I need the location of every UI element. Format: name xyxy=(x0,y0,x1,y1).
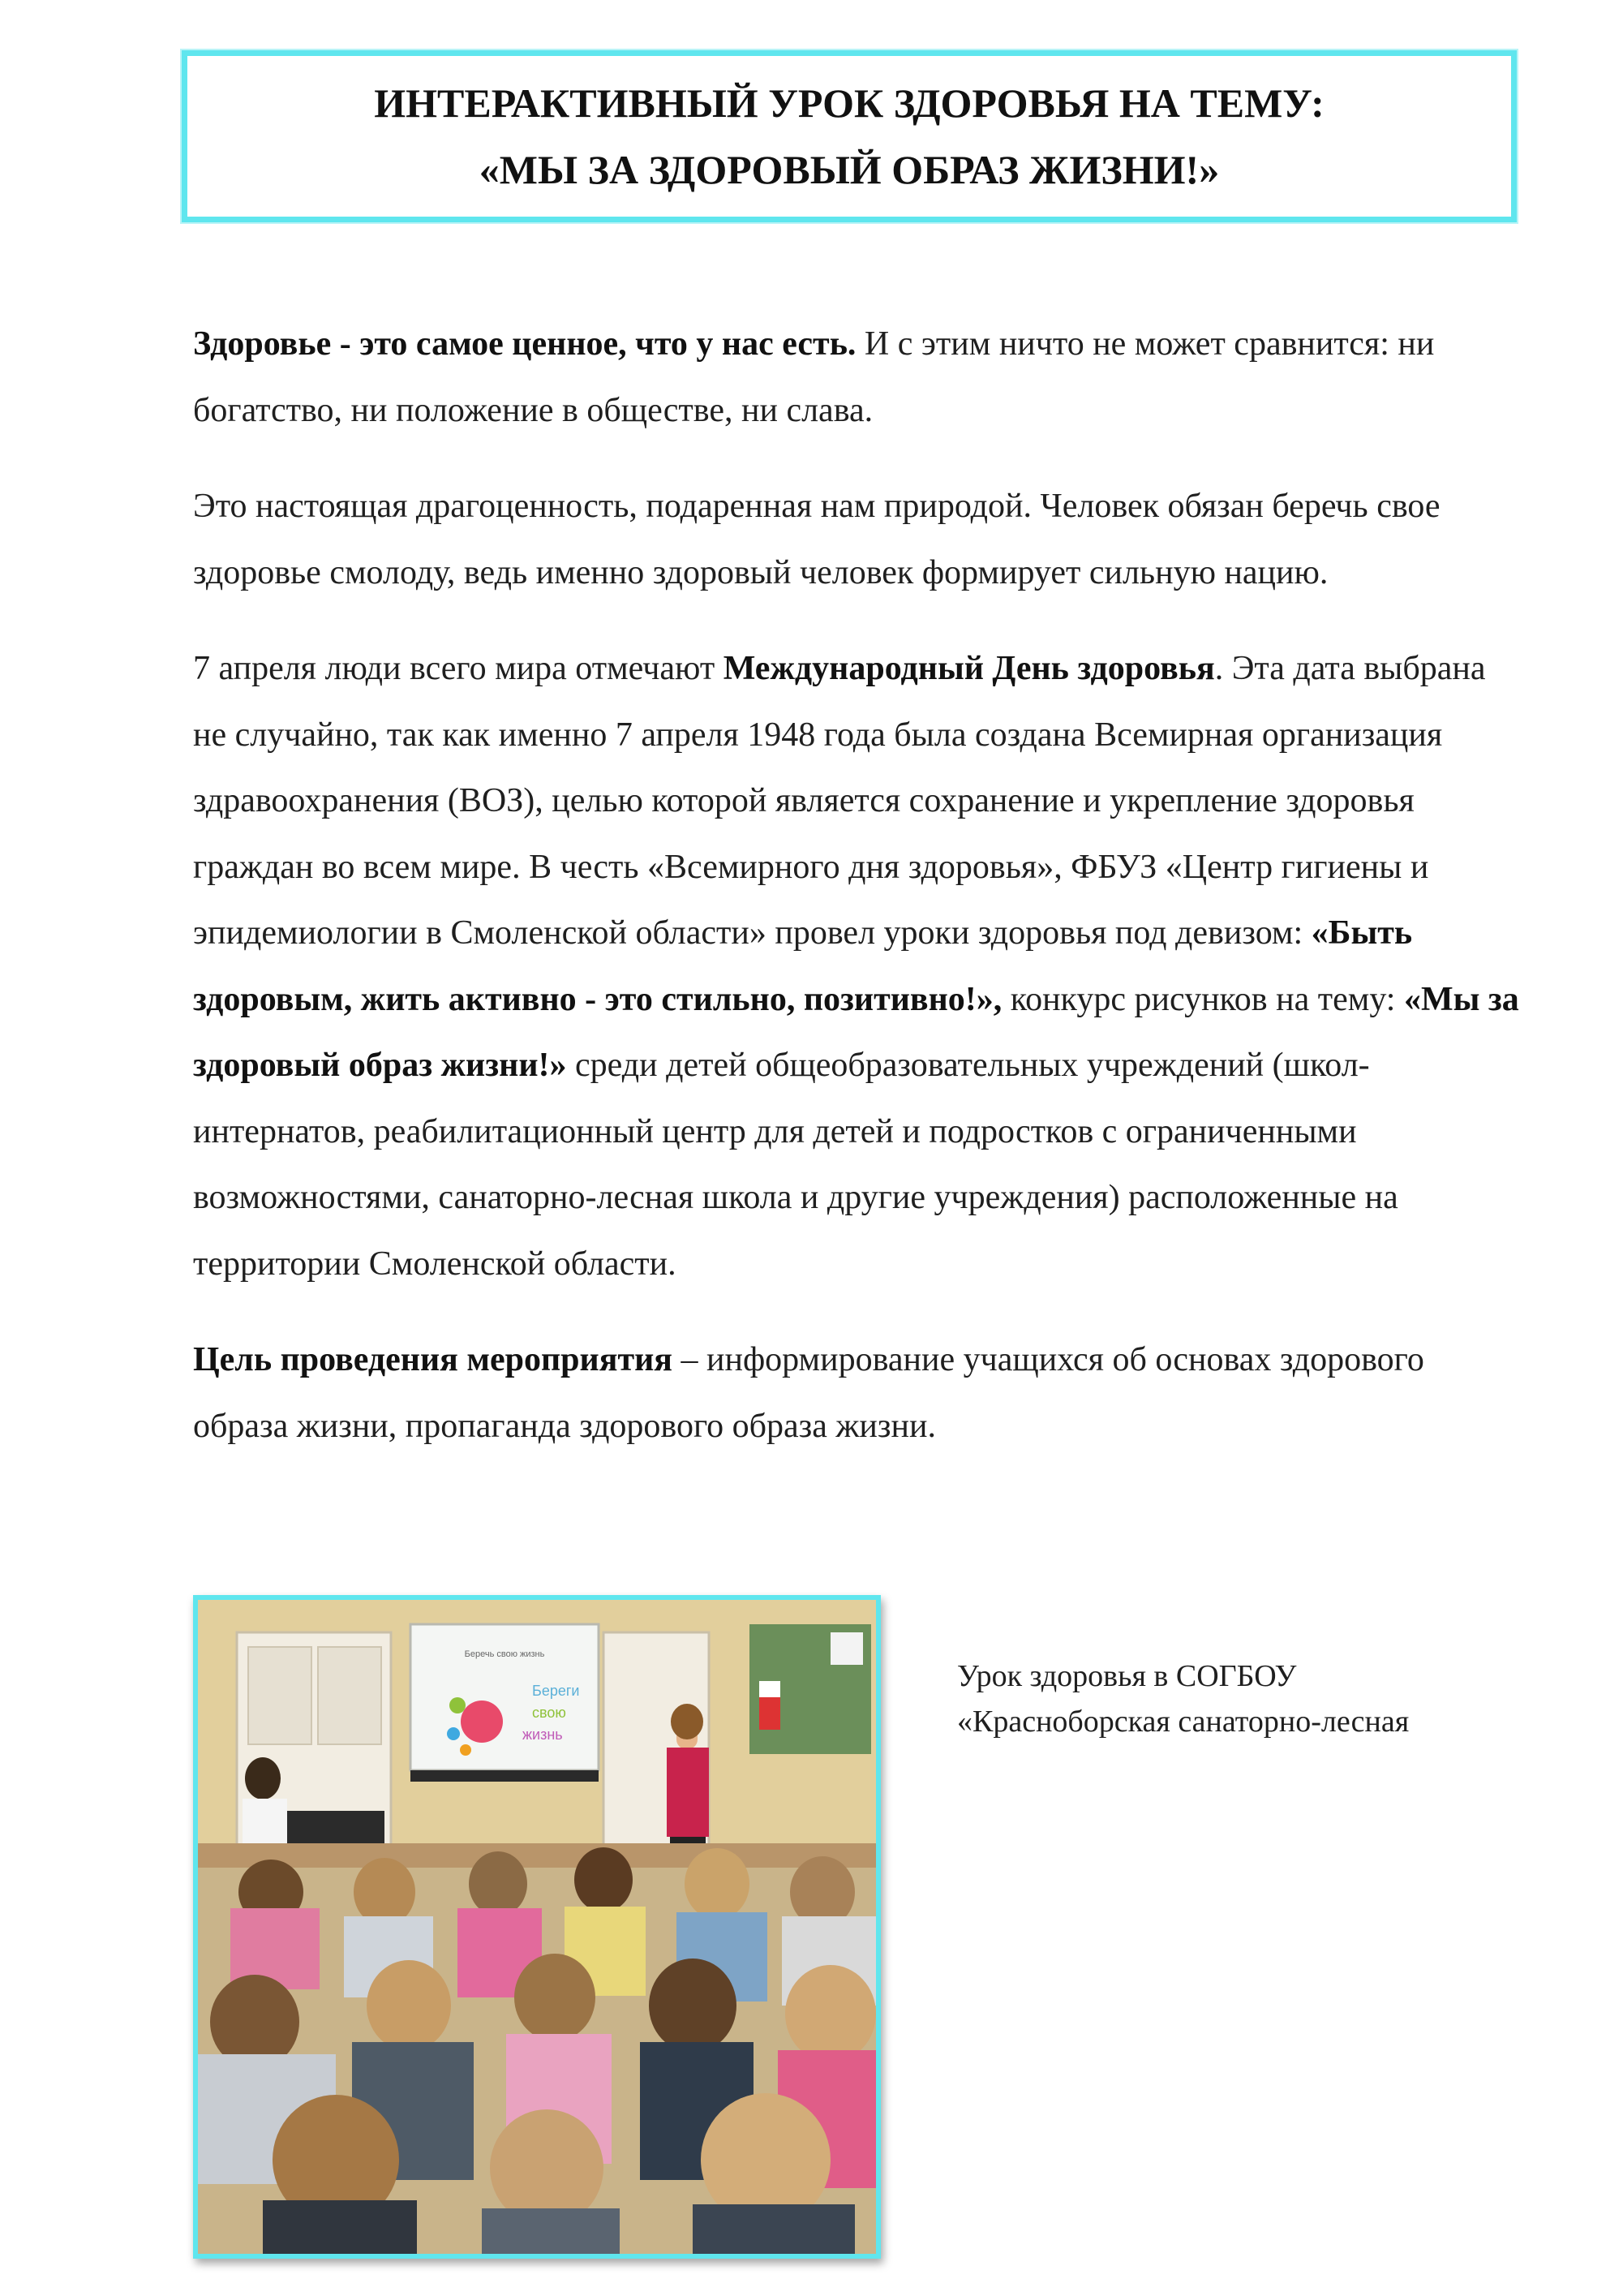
screen-word-2: свою xyxy=(532,1705,566,1721)
paragraph-3-bold-3: «Мы за здоровый образ жизни!» xyxy=(193,980,1519,1084)
paragraph-3-text-4: среди детей общеобразовательных учреждений (школ-интернатов, реабилитационный центр для детей и подростков с ограниченными возможностями, санаторно-лесная школа и другие учреждения) расположенные на территории Смоленской области. xyxy=(193,1047,1398,1283)
paragraph-4 xyxy=(193,1327,1523,1460)
paragraph-3 xyxy=(193,636,1523,1297)
caption-line-2: «Красноборская санаторно-лесная xyxy=(957,1705,1410,1739)
classroom-photo xyxy=(193,1595,881,2259)
screen-caption: Беречь свою жизнь xyxy=(464,1649,545,1659)
paragraph-3-text-3: конкурс рисунков на тему: xyxy=(1002,980,1404,1018)
article-body xyxy=(193,312,1523,1490)
screen-word-1: Береги xyxy=(532,1683,580,1699)
paragraph-4-text: – информирование учащихся об основах здорового образа жизни, пропаганда здорового образа жизни. xyxy=(193,1341,1424,1445)
paragraph-1 xyxy=(193,312,1523,444)
classroom-photo-illustration xyxy=(198,1600,876,2254)
paragraph-1-bold: Здоровье - это самое ценное, что у нас есть. xyxy=(193,325,857,363)
paragraph-3-bold-2: «Быть здоровым, жить активно - это стильно, позитивно!», xyxy=(193,914,1413,1018)
caption-line-1: Урок здоровья в СОГБОУ xyxy=(957,1659,1297,1693)
paragraph-2-text: Это настоящая драгоценность, подаренная нам природой. Человек обязан беречь свое здоровье смолоду, ведь именно здоровый человек формирует сильную нацию. xyxy=(193,488,1441,591)
screen-word-3: жизнь xyxy=(522,1726,563,1743)
paragraph-2 xyxy=(193,474,1523,606)
paragraph-1-text: И с этим ничто не может сравнится: ни богатство, ни положение в обществе, ни слава. xyxy=(193,325,1435,429)
paragraph-4-bold: Цель проведения мероприятия xyxy=(193,1341,673,1378)
title-line-2: «МЫ ЗА ЗДОРОВЫЙ ОБРАЗ ЖИЗНИ!» xyxy=(479,147,1220,192)
paragraph-3-bold-1: Международный День здоровья xyxy=(723,650,1215,687)
photo-caption xyxy=(957,1653,1509,1744)
paragraph-3-text-1: 7 апреля люди всего мира отмечают xyxy=(193,650,723,687)
title-box xyxy=(182,50,1517,222)
paragraph-3-text-2: . Эта дата выбрана не случайно, так как именно 7 апреля 1948 года была создана Всемирная организация здравоохранения (ВОЗ), целью которой является сохранение и укрепление здоровья граждан во всем мире. В честь «Всемирного дня здоровья», ФБУЗ «Центр гигиены и эпидемиологии в Смоленской области» провел уроки здоровья под девизом: xyxy=(193,650,1486,952)
title-line-1: ИНТЕРАКТИВНЫЙ УРОК ЗДОРОВЬЯ НА ТЕМУ: xyxy=(374,80,1325,126)
